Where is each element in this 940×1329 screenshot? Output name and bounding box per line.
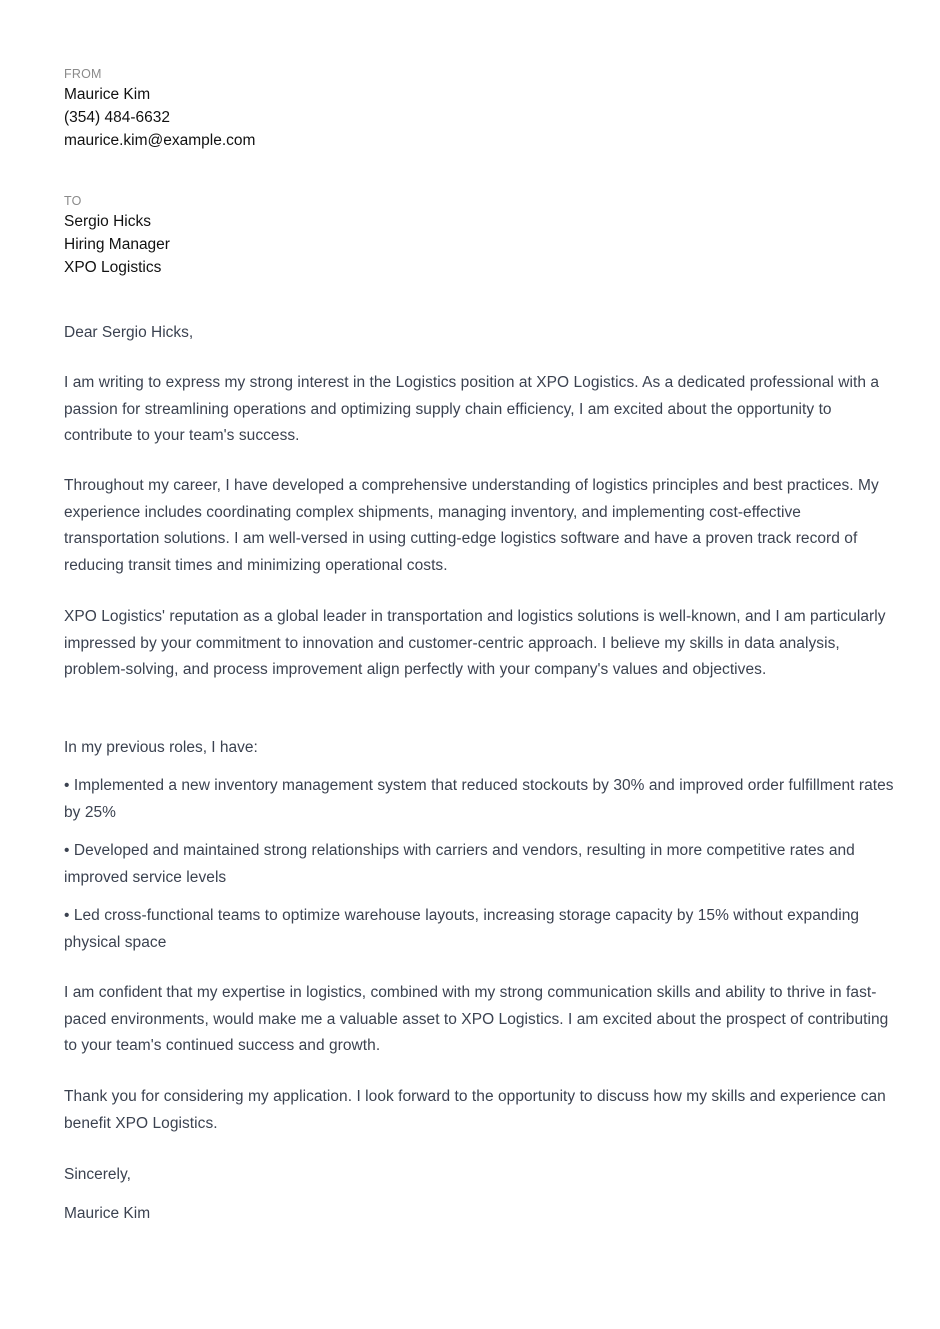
paragraph-experience: Throughout my career, I have developed a comprehensive understanding of logistics principles and best practices. My experience includes coordinating complex shipments, managing inventory, and implementing cost-effective transportation solutions. I am well-versed in using cutting-edge logistics software and have a proven track record of reducing transit times and minimizing operational costs. xyxy=(64,477,879,574)
list-intro: In my previous roles, I have: xyxy=(64,739,258,756)
to-label: TO xyxy=(64,194,82,208)
paragraph-thanks: Thank you for considering my application. I look forward to the opportunity to discuss how my skills and experience can benefit XPO Logistics. xyxy=(64,1088,886,1132)
recipient-name: Sergio Hicks xyxy=(64,213,151,230)
sender-email: maurice.kim@example.com xyxy=(64,132,256,149)
list-item: • Led cross-functional teams to optimize warehouse layouts, increasing storage capacity by 15% without expanding physical space xyxy=(64,907,860,951)
from-label: FROM xyxy=(64,67,102,81)
recipient-company: XPO Logistics xyxy=(64,259,162,276)
sign-off: Sincerely, xyxy=(64,1166,131,1183)
paragraph-intro: I am writing to express my strong interest in the Logistics position at XPO Logistics. As a dedicated professional with a passion for streamlining operations and optimizing supply chain efficiency, I am excited about the opportunity to contribute to your team's success. xyxy=(64,374,880,444)
signature: Maurice Kim xyxy=(64,1205,151,1222)
sender-phone: (354) 484-6632 xyxy=(64,109,170,126)
paragraph-confidence: I am confident that my expertise in logistics, combined with my strong communication skills and ability to thrive in fast-paced environments, would make me a valuable asset to XPO Logistics. I am excited about the prospect of contributing to your team's continued success and growth. xyxy=(64,984,889,1054)
list-item: • Developed and maintained strong relationships with carriers and vendors, resulting in more competitive rates and improved service levels xyxy=(64,842,855,886)
recipient-title: Hiring Manager xyxy=(64,236,170,253)
list-item: • Implemented a new inventory management system that reduced stockouts by 30% and improved order fulfillment rates by 25% xyxy=(64,777,894,821)
sender-name: Maurice Kim xyxy=(64,86,151,103)
salutation: Dear Sergio Hicks, xyxy=(64,324,194,341)
paragraph-company: XPO Logistics' reputation as a global leader in transportation and logistics solutions is well-known, and I am particularly impressed by your commitment to innovation and customer-centric approach. I believe my skills in data analysis, problem-solving, and process improvement align perfectly with your company's values and objectives. xyxy=(64,608,886,678)
